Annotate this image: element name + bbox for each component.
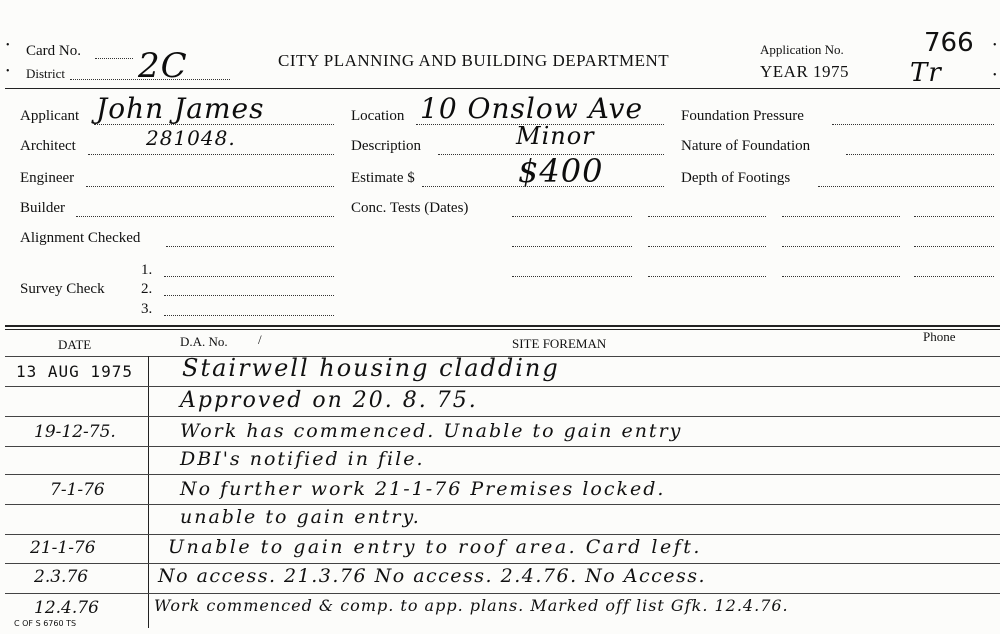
log-entry-text: DBI's notified in file.	[180, 448, 425, 470]
log-entry-date: 12.4.76	[34, 598, 99, 618]
survey-line-2	[164, 295, 334, 296]
log-entry-date: 2.3.76	[34, 567, 89, 587]
log-entry-text: Work commenced & comp. to app. plans. Marked off list Gfk. 12.4.76.	[154, 596, 789, 615]
conc-test-line-8	[782, 246, 900, 247]
description-label: Description	[351, 138, 421, 154]
log-top-rule	[5, 325, 1000, 327]
date-column-header: DATE	[58, 337, 92, 352]
survey-line-3	[164, 315, 334, 316]
log-date-divider	[148, 356, 149, 628]
alignment-line	[166, 246, 334, 247]
nature-of-foundation-line	[846, 154, 994, 155]
log-entry-date: 19-12-75.	[34, 422, 116, 442]
site-foreman-column-header: SITE FOREMAN	[512, 336, 607, 351]
card-no-line	[95, 58, 133, 59]
district-value: 2C	[138, 46, 188, 86]
engineer-line	[86, 186, 334, 187]
log-entry-date: 13 AUG 1975	[16, 362, 133, 381]
margin-mark: •	[6, 66, 10, 77]
foundation-pressure-line	[832, 124, 994, 125]
phone-column-header: Phone	[923, 329, 956, 344]
form-code: C OF S 6760 TS	[14, 619, 77, 628]
description-value: Minor	[516, 122, 595, 150]
log-row-rule	[5, 534, 1000, 535]
conc-test-line-7	[782, 216, 900, 217]
log-entry-text: No access. 21.3.76 No access. 2.4.76. No Access.	[158, 565, 707, 587]
conc-test-line-2	[512, 246, 632, 247]
margin-mark: •	[6, 40, 10, 51]
alignment-checked-label: Alignment Checked	[20, 230, 141, 246]
conc-test-line-9	[782, 276, 900, 277]
architect-value: 281048.	[146, 126, 236, 150]
header-rule	[5, 88, 1000, 89]
survey-number-3: 3.	[141, 301, 153, 317]
margin-mark: •	[993, 40, 997, 51]
log-entry-text: No further work 21-1-76 Premises locked.	[180, 478, 666, 500]
card-no-label: Card No.	[26, 43, 81, 59]
architect-line	[88, 154, 334, 155]
log-entry-date: 21-1-76	[30, 538, 96, 558]
survey-line-1	[164, 276, 334, 277]
foundation-pressure-label: Foundation Pressure	[681, 108, 804, 124]
application-no-value: 766	[924, 28, 974, 58]
application-no-label: Application No.	[760, 42, 844, 57]
nature-of-foundation-label: Nature of Foundation	[681, 138, 811, 154]
architect-label: Architect	[20, 138, 76, 154]
log-entry-text: Unable to gain entry to roof area. Card left.	[168, 536, 702, 558]
survey-number-1: 1.	[141, 262, 153, 278]
builder-line	[76, 216, 334, 217]
conc-test-line-10	[914, 216, 994, 217]
applicant-label: Applicant	[20, 108, 80, 124]
conc-test-line-1	[512, 216, 632, 217]
location-label: Location	[351, 108, 405, 124]
conc-test-line-11	[914, 246, 994, 247]
log-row-rule	[5, 474, 1000, 475]
conc-test-line-6	[648, 276, 766, 277]
log-entry-text: unable to gain entry.	[180, 506, 421, 528]
log-row-rule	[5, 504, 1000, 505]
log-entry-text: Approved on 20. 8. 75.	[180, 388, 478, 413]
log-entry-text: Work has commenced. Unable to gain entry	[180, 420, 683, 442]
builder-label: Builder	[20, 200, 65, 216]
da-no-column-header: D.A. No.	[180, 334, 228, 349]
margin-mark: •	[993, 70, 997, 81]
log-row-rule	[5, 563, 1000, 564]
application-handwritten-mark: Tr	[910, 58, 942, 88]
depth-of-footings-line	[818, 186, 994, 187]
applicant-value: John James	[96, 92, 265, 125]
log-row-rule	[5, 593, 1000, 594]
log-row-rule	[5, 416, 1000, 417]
log-entry-date: 7-1-76	[50, 480, 105, 500]
conc-test-line-5	[648, 246, 766, 247]
location-value: 10 Onslow Ave	[420, 92, 644, 125]
conc-test-line-3	[512, 276, 632, 277]
survey-check-label: Survey Check	[20, 281, 105, 297]
estimate-label: Estimate $	[351, 170, 415, 186]
district-label: District	[26, 66, 65, 81]
department-title: CITY PLANNING AND BUILDING DEPARTMENT	[278, 51, 670, 70]
conc-test-line-4	[648, 216, 766, 217]
estimate-value: $400	[518, 152, 604, 190]
log-entry-text: Stairwell housing cladding	[182, 354, 560, 382]
log-top-rule-inner	[5, 329, 1000, 330]
engineer-label: Engineer	[20, 170, 75, 186]
conc-test-line-12	[914, 276, 994, 277]
conc-tests-label: Conc. Tests (Dates)	[351, 200, 469, 216]
da-no-value: /	[258, 332, 262, 347]
log-row-rule	[5, 386, 1000, 387]
survey-number-2: 2.	[141, 281, 153, 297]
depth-of-footings-label: Depth of Footings	[681, 170, 791, 186]
year-label: YEAR 1975	[760, 62, 850, 81]
log-row-rule	[5, 446, 1000, 447]
